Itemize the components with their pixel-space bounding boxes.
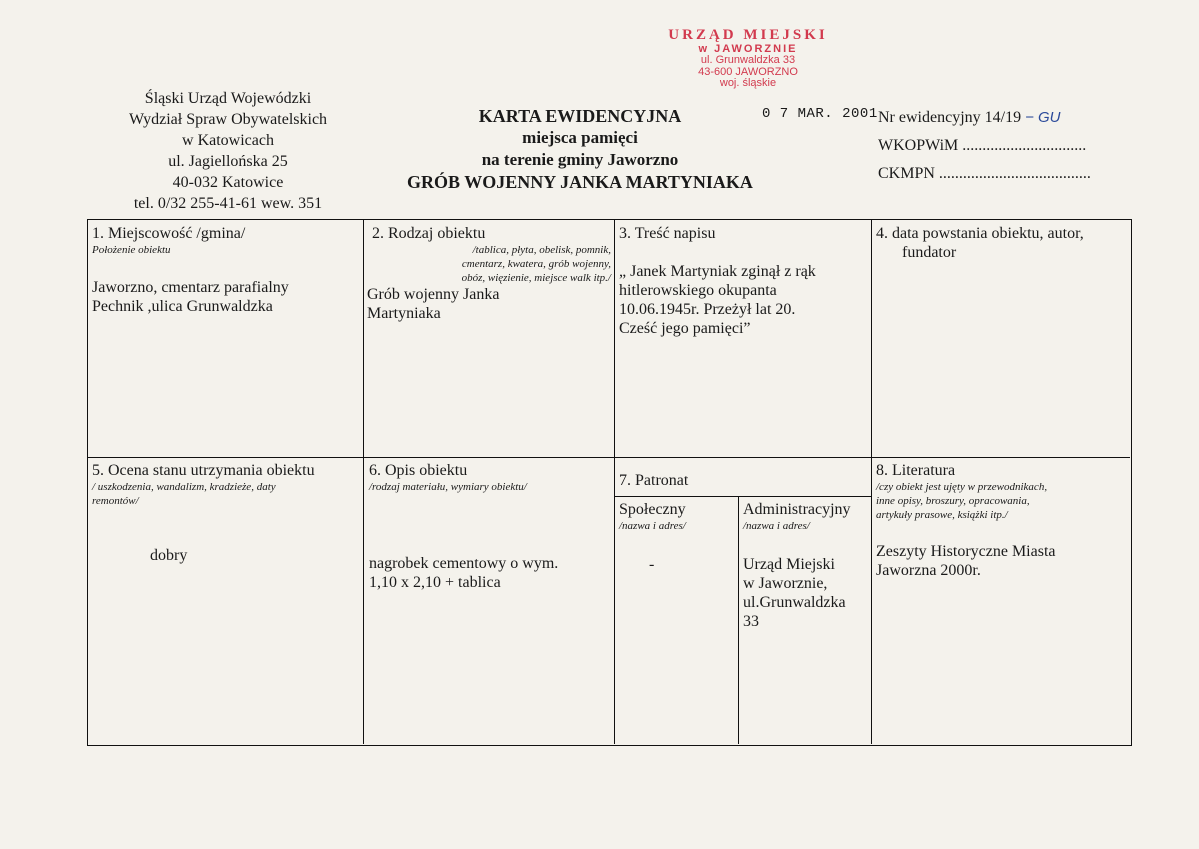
cell-condition-sub-1: / uszkodzenia, wandalizm, kradzieże, daty (92, 481, 276, 493)
stamp-line-4: 43-600 JAWORZNO (698, 65, 798, 78)
cell-location (92, 224, 360, 316)
record-table (87, 219, 1132, 746)
cell-description-value-2: 1,10 x 2,10 + tablica (369, 574, 501, 591)
sender-line-2: Wydział Spraw Obywatelskich (128, 111, 328, 128)
cell-patronage-social (619, 500, 735, 574)
cell-inscription-value-4: Cześć jego pamięci” (619, 320, 751, 337)
cell-literature-value-2: Jaworzna 2000r. (876, 562, 981, 579)
patronage-social-label: Społeczny (619, 501, 686, 518)
sender-line-3: w Katowicach (182, 132, 274, 149)
cell-inscription-value-2: hitlerowskiego okupanta (619, 282, 777, 299)
cell-literature-sub-3: artykuły prasowe, książki itp./ (876, 509, 1008, 521)
stamp-line-2: w JAWORZNIE (698, 42, 798, 55)
patronage-social-value: - (649, 556, 655, 573)
cell-literature-sub-2: inne opisy, broszury, opracowania, (876, 495, 1030, 507)
document-title (360, 105, 800, 193)
patronage-admin-value-4: 33 (743, 613, 759, 630)
divider-patronat-split (738, 496, 739, 744)
registry-handwritten-note: − GU (1025, 109, 1061, 126)
cell-patronage-admin (743, 500, 869, 631)
cell-patronage-heading: 7. Patronat (619, 472, 689, 489)
cell-location-heading: 1. Miejscowość /gmina/ (92, 225, 246, 242)
patronage-admin-value-1: Urząd Miejski (743, 556, 835, 573)
patronage-admin-value-3: ul.Grunwaldzka (743, 594, 846, 611)
city-office-stamp (648, 28, 848, 90)
registry-number-line (878, 104, 1138, 132)
patronage-admin-value-2: w Jaworznie, (743, 575, 828, 592)
sender-address (98, 88, 358, 214)
cell-object-type-sub-2: cmentarz, kwatera, grób wojenny, (461, 258, 611, 270)
cell-object-type-value-1: Grób wojenny Janka (367, 286, 500, 303)
stamp-line-1: URZĄD MIEJSKI (668, 27, 828, 43)
ckmpn-field: CKMPN ...................................... (878, 165, 1091, 182)
date-stamp: 0 7 MAR. 2001 (762, 106, 878, 122)
divider-col-1 (363, 220, 364, 744)
cell-inscription-value-3: 10.06.1945r. Przeżył lat 20. (619, 301, 796, 318)
patronage-admin-sub: /nazwa i adres/ (743, 520, 810, 532)
cell-location-value-1: Jaworzno, cmentarz parafialny (92, 279, 289, 296)
cell-object-type (367, 224, 611, 323)
stamp-line-5: woj. śląskie (719, 77, 777, 90)
divider-patronat (614, 496, 871, 497)
cell-condition-sub-2: remontów/ (92, 495, 139, 507)
cell-literature-sub-1: /czy obiekt jest ujęty w przewodnikach, (876, 481, 1048, 493)
cell-location-value-2: Pechnik ,ulica Grunwaldzka (92, 298, 273, 315)
cell-description-heading: 6. Opis obiektu (369, 462, 468, 479)
title-line-3: na terenie gminy Jaworzno (481, 150, 679, 169)
cell-creation-heading-1: 4. data powstania obiektu, autor, (876, 225, 1084, 242)
cell-condition-heading: 5. Ocena stanu utrzymania obiektu (92, 462, 315, 479)
divider-col-3 (871, 220, 872, 744)
cell-literature-heading: 8. Literatura (876, 462, 956, 479)
sender-line-5: 40-032 Katowice (172, 174, 284, 191)
cell-location-sub: Położenie obiektu (92, 244, 171, 256)
divider-row (88, 457, 1130, 458)
cell-object-type-sub-1: /tablica, płyta, obelisk, pomnik, (472, 244, 611, 256)
registry-number-label: Nr ewidencyjny 14/19 (878, 109, 1022, 126)
wkopwim-field: WKOPWiM ............................... (878, 137, 1087, 154)
title-line-4: GRÓB WOJENNY JANKA MARTYNIAKA (407, 172, 753, 192)
registry-block (878, 104, 1138, 188)
stamp-line-3: ul. Grunwaldzka 33 (700, 54, 796, 67)
cell-literature-value-1: Zeszyty Historyczne Miasta (876, 543, 1056, 560)
sender-line-1: Śląski Urząd Wojewódzki (144, 90, 312, 107)
divider-col-2 (614, 220, 615, 744)
cell-description-sub: /rodzaj materiału, wymiary obiektu/ (369, 481, 527, 493)
cell-object-type-sub-3: obóz, więzienie, miejsce walk itp./ (461, 272, 611, 284)
cell-description (369, 461, 611, 592)
cell-inscription-heading: 3. Treść napisu (619, 225, 716, 242)
patronage-admin-label: Administracyjny (743, 501, 851, 518)
cell-creation-heading-2: fundator (902, 244, 957, 261)
cell-inscription (619, 224, 867, 338)
sender-line-6: tel. 0/32 255-41-61 wew. 351 (133, 195, 323, 212)
cell-inscription-value-1: „ Janek Martyniak zginął z rąk (619, 263, 816, 280)
cell-literature (876, 461, 1128, 580)
cell-condition (92, 461, 360, 565)
cell-object-type-value-2: Martyniaka (367, 305, 441, 322)
sender-line-4: ul. Jagiellońska 25 (168, 153, 288, 170)
cell-creation-date (876, 224, 1126, 262)
cell-object-type-heading: 2. Rodzaj obiektu (372, 225, 486, 242)
cell-condition-value: dobry (150, 547, 188, 564)
title-line-2: miejsca pamięci (522, 128, 638, 147)
cell-description-value-1: nagrobek cementowy o wym. (369, 555, 559, 572)
patronage-social-sub: /nazwa i adres/ (619, 520, 686, 532)
title-line-1: KARTA EWIDENCYJNA (478, 106, 682, 126)
